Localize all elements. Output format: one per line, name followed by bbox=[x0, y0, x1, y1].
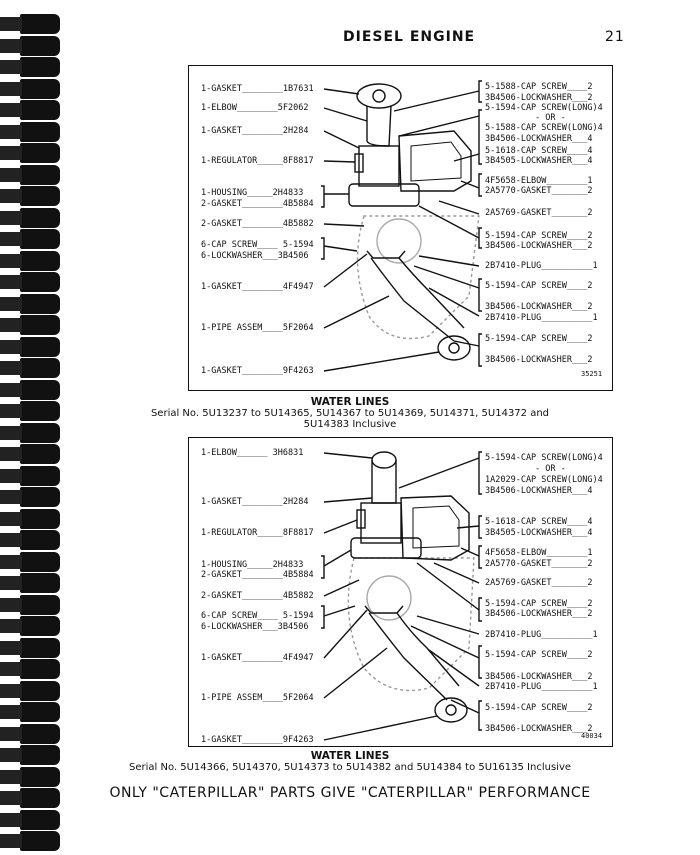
figure1-right-label: - OR - bbox=[535, 113, 566, 123]
figure1-left-label: 1-GASKET________4F4947 bbox=[201, 282, 314, 292]
binding-ring bbox=[20, 681, 60, 701]
figure2-right-label: 5-1594-CAP SCREW____2 bbox=[485, 703, 593, 713]
binding-ring bbox=[20, 702, 60, 722]
figure-1-number: 35251 bbox=[581, 370, 603, 378]
figure1-left-label: 2-GASKET________4B5882 bbox=[201, 219, 314, 229]
figure1-right-label: 5-1588-CAP SCREW(LONG)4 bbox=[485, 123, 603, 133]
binding-ring bbox=[20, 358, 60, 378]
figure-1-caption-line2: 5U14383 Inclusive bbox=[303, 419, 397, 430]
figure2-right-label: 5-1594-CAP SCREW____2 bbox=[485, 650, 593, 660]
figure2-right-label: 3B4505-LOCKWASHER___4 bbox=[485, 528, 593, 538]
figure1-right-label: 2A5769-GASKET_______2 bbox=[485, 208, 593, 218]
figure1-right-label: 2B7410-PLUG__________1 bbox=[485, 313, 598, 323]
figure1-right-label: 5-1594-CAP SCREW____2 bbox=[485, 281, 593, 291]
figure2-right-label: 3B4506-LOCKWASHER___2 bbox=[485, 724, 593, 734]
figure1-right-label: 5-1594-CAP SCREW(LONG)4 bbox=[485, 103, 603, 113]
binding-ring bbox=[20, 14, 60, 34]
figure2-left-label: 1-GASKET________2H284 bbox=[201, 497, 309, 507]
figure-2-caption-title: WATER LINES bbox=[310, 750, 390, 762]
figure2-left-label: 1-GASKET________4F4947 bbox=[201, 653, 314, 663]
binding-ring bbox=[20, 272, 60, 292]
figure2-right-label: 2A5769-GASKET_______2 bbox=[485, 578, 593, 588]
figure2-right-label: 5-1594-CAP SCREW(LONG)4 bbox=[485, 453, 603, 463]
figure1-right-label: 3B4506-LOCKWASHER___4 bbox=[485, 134, 593, 144]
binding-ring bbox=[20, 79, 60, 99]
figure1-left-label: 2-GASKET________4B5884 bbox=[201, 199, 314, 209]
figure2-right-label: 4F5658-ELBOW________1 bbox=[485, 548, 593, 558]
figure2-right-label: 2B7410-PLUG__________1 bbox=[485, 682, 598, 692]
binding-ring bbox=[20, 444, 60, 464]
binding-ring bbox=[20, 36, 60, 56]
binding-ring bbox=[20, 659, 60, 679]
binding-ring bbox=[20, 229, 60, 249]
figure1-left-label: 1-ELBOW________5F2062 bbox=[201, 103, 309, 113]
binding-ring bbox=[20, 831, 60, 851]
figure1-left-label: 1-GASKET________1B7631 bbox=[201, 84, 314, 94]
figure2-right-label: 2A5770-GASKET_______2 bbox=[485, 559, 593, 569]
binding-ring bbox=[20, 530, 60, 550]
figure1-left-label: 6-LOCKWASHER___3B4506 bbox=[201, 251, 309, 261]
binding-ring bbox=[20, 208, 60, 228]
figure2-right-label: 3B4506-LOCKWASHER___4 bbox=[485, 486, 593, 496]
binding-ring bbox=[20, 810, 60, 830]
figure2-left-label: 1-HOUSING_____2H4833 bbox=[201, 560, 304, 570]
figure2-right-label: - OR - bbox=[535, 464, 566, 474]
binding-ring bbox=[20, 165, 60, 185]
binding-ring bbox=[20, 294, 60, 314]
binding-ring bbox=[20, 57, 60, 77]
figure2-left-label: 2-GASKET________4B5882 bbox=[201, 591, 314, 601]
binding-ring bbox=[20, 251, 60, 271]
figure2-right-label: 5-1594-CAP SCREW____2 bbox=[485, 599, 593, 609]
figure1-right-label: 3B4506-LOCKWASHER___2 bbox=[485, 93, 593, 103]
figure1-left-label: 1-PIPE ASSEM____5F2064 bbox=[201, 323, 314, 333]
figure2-right-label: 3B4506-LOCKWASHER___2 bbox=[485, 672, 593, 682]
figure-2-caption bbox=[0, 750, 700, 773]
binding-ring bbox=[20, 638, 60, 658]
binding-ring bbox=[20, 616, 60, 636]
figure2-left-label: 6-CAP SCREW____ 5-1594 bbox=[201, 611, 314, 621]
binding-ring bbox=[20, 509, 60, 529]
figure1-left-label: 1-HOUSING_____2H4833 bbox=[201, 188, 304, 198]
figure2-right-label: 1A2029-CAP SCREW(LONG)4 bbox=[485, 475, 603, 485]
figure1-right-label: 5-1594-CAP SCREW____2 bbox=[485, 334, 593, 344]
binding-ring bbox=[20, 315, 60, 335]
binding-ring bbox=[20, 143, 60, 163]
footer-slogan: ONLY "CATERPILLAR" PARTS GIVE "CATERPILLAR" PERFORMANCE bbox=[109, 785, 591, 801]
binding-ring bbox=[20, 337, 60, 357]
binding-ring bbox=[20, 122, 60, 142]
figure1-left-label: 1-GASKET________9F4263 bbox=[201, 366, 314, 376]
figure1-left-label: 1-REGULATOR_____8F8817 bbox=[201, 156, 314, 166]
page-number: 21 bbox=[605, 29, 625, 45]
binding-ring bbox=[20, 573, 60, 593]
figure2-left-label: 1-REGULATOR_____8F8817 bbox=[201, 528, 314, 538]
page-title: DIESEL ENGINE bbox=[343, 29, 476, 45]
figure1-left-label: 6-CAP SCREW____ 5-1594 bbox=[201, 240, 314, 250]
figure-2-parts-diagram bbox=[188, 437, 613, 747]
figure2-left-label: 1-GASKET________9F4263 bbox=[201, 735, 314, 745]
figure2-left-label: 6-LOCKWASHER___3B4506 bbox=[201, 622, 309, 632]
binding-ring bbox=[20, 552, 60, 572]
figure-1-caption-title: WATER LINES bbox=[310, 396, 390, 408]
figure1-right-label: 4F5658-ELBOW________1 bbox=[485, 176, 593, 186]
figure1-right-label: 2A5770-GASKET_______2 bbox=[485, 186, 593, 196]
figure1-right-label: 3B4505-LOCKWASHER___4 bbox=[485, 156, 593, 166]
figure2-left-label: 2-GASKET________4B5884 bbox=[201, 570, 314, 580]
figure1-right-label: 3B4506-LOCKWASHER___2 bbox=[485, 241, 593, 251]
figure-1-caption bbox=[0, 396, 700, 430]
figure1-right-label: 5-1618-CAP SCREW____4 bbox=[485, 146, 593, 156]
figure-1-parts-diagram bbox=[188, 65, 613, 391]
figure-2-number: 40034 bbox=[581, 732, 603, 740]
figure1-right-label: 3B4506-LOCKWASHER___2 bbox=[485, 302, 593, 312]
figure-2-caption-line1: Serial No. 5U14366, 5U14370, 5U14373 to 5U14382 and 5U14384 to 5U16135 Inclusive bbox=[128, 762, 572, 773]
figure-1-caption-line1: Serial No. 5U13237 to 5U14365, 5U14367 to 5U14369, 5U14371, 5U14372 and bbox=[150, 408, 550, 419]
figure2-left-label: 1-ELBOW______ 3H6831 bbox=[201, 448, 304, 458]
binding-ring bbox=[20, 186, 60, 206]
figure2-left-label: 1-PIPE ASSEM____5F2064 bbox=[201, 693, 314, 703]
figure2-right-label: 5-1618-CAP SCREW____4 bbox=[485, 517, 593, 527]
binding-ring bbox=[20, 487, 60, 507]
figure2-right-label: 2B7410-PLUG__________1 bbox=[485, 630, 598, 640]
figure2-right-label: 3B4506-LOCKWASHER___2 bbox=[485, 609, 593, 619]
binding-ring bbox=[20, 595, 60, 615]
figure1-right-label: 2B7410-PLUG__________1 bbox=[485, 261, 598, 271]
binding-ring bbox=[20, 466, 60, 486]
figure1-right-label: 5-1594-CAP SCREW____2 bbox=[485, 231, 593, 241]
binding-ring bbox=[20, 724, 60, 744]
figure1-right-label: 3B4506-LOCKWASHER___2 bbox=[485, 355, 593, 365]
figure1-left-label: 1-GASKET________2H284 bbox=[201, 126, 309, 136]
figure1-right-label: 5-1588-CAP SCREW____2 bbox=[485, 82, 593, 92]
binding-ring bbox=[20, 100, 60, 120]
